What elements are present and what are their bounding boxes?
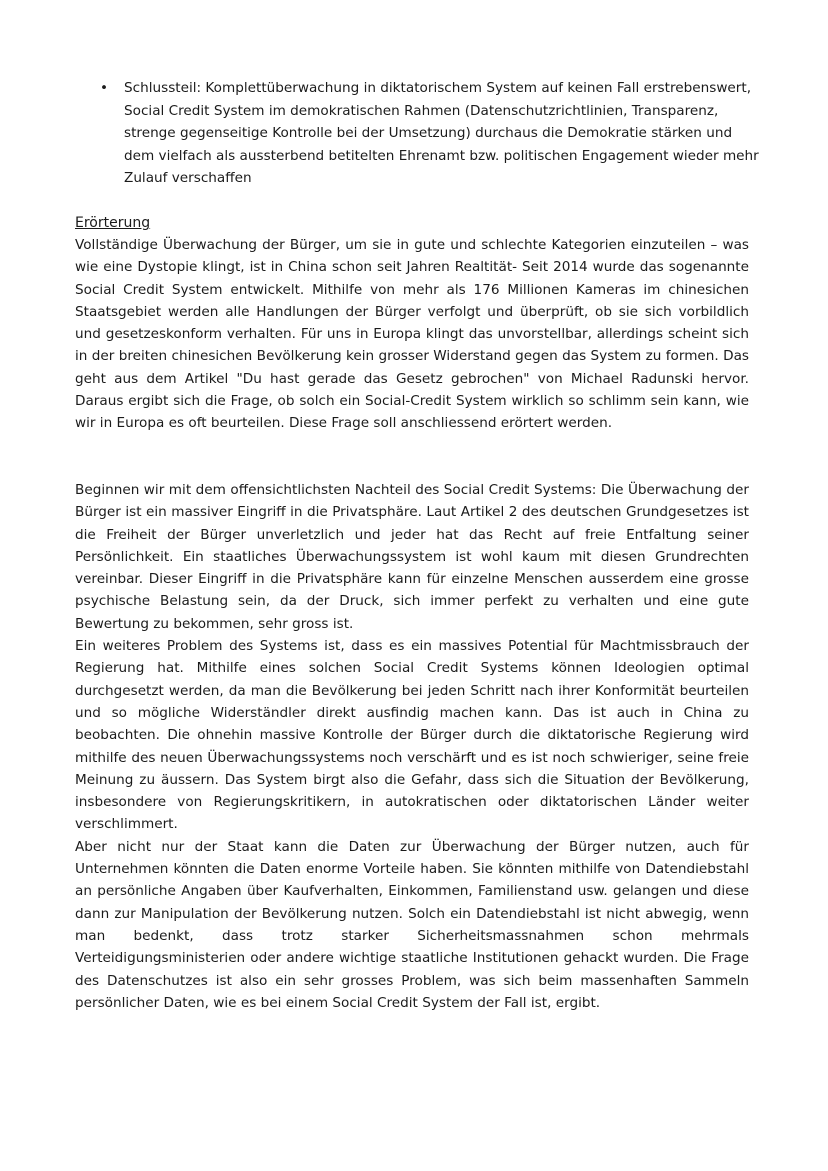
bullet-marker: • bbox=[100, 80, 109, 96]
paragraph-data-protection: Aber nicht nur der Staat kann die Daten zur Überwachung der Bürger nutzen, auch für Unternehmen könnten die Daten enorme Vorteile haben. Sie könnten mithilfe von Datendiebstahl an persönliche Angaben über Kaufverhalten, Einkommen, Familienstand usw. gelangen und diese dann zur Manipulation der Bevölkerung nutzen. Solch ein Datendiebstahl ist nicht abwegig, wenn man bedenkt, dass trotz starker Sicherheitsmassnahmen schon mehrmals Verteidigungsministerien oder andere wichtige staatliche Institutionen gehackt wurden. Die Frage des Datenschutzes ist also ein sehr grosses Problem, was sich beim massenhaften Sammeln persönlicher Daten, wie es bei einem Social Credit System der Fall ist, ergibt. bbox=[75, 838, 749, 1011]
intro-paragraph: Vollständige Überwachung der Bürger, um sie in gute und schlechte Kategorien einzuteilen – was wie eine Dystopie klingt, ist in China schon seit Jahren Realtität- Seit 2014 wurde das sogenannte Social Credit System entwickelt. Mithilfe von mehr als 176 Millionen Kameras im chinesichen Staatsgebiet werden alle Handlungen der Bürger verfolgt und überprüft, ob sie sich vorbildlich und gesetzeskonform verhalten. Für uns in Europa klingt das unvorstellbar, allerdings scheint sich in der breiten chinesichen Bevölkerung kein grosser Widerstand gegen das System zu formen. Das geht aus dem Artikel "Du hast gerade das Gesetz gebrochen" von Michael Radunski hervor. Daraus ergibt sich die Frage, ob solch ein Social-Credit System wirklich so schlimm sein kann, wie wir in Europa es oft beurteilen. Diese Frage soll anschliessend erörtert werden. bbox=[75, 237, 749, 432]
body-section bbox=[75, 479, 749, 1014]
paragraph-power-abuse: Ein weiteres Problem des Systems ist, dass es ein massives Potential für Machtmissbrauch der Regierung hat. Mithilfe eines solchen Social Credit Systems können Ideologien optimal durchgesetzt werden, da man die Bevölkerung bei jeden Schritt nach ihrer Konformität beurteilen und so mögliche Widerständler direkt ausfindig machen kann. Das ist auch in China zu beobachten. Die ohnehin massive Kontrolle der Bürger durch die diktatorische Regierung wird mithilfe des neuen Überwachungssystems noch verschärft und es ist noch schwieriger, seine freie Meinung zu äussern. Das System birgt also die Gefahr, dass sich die Situation der Bevölkerung, insbesondere von Regierungskritikern, in autokratischen oder diktatorischen Länder weiter verschlimmert. bbox=[75, 638, 749, 833]
section-heading: Erörterung bbox=[75, 215, 151, 231]
summary-bullet bbox=[100, 77, 760, 190]
paragraph-surveillance: Beginnen wir mit dem offensichtlichsten Nachteil des Social Credit Systems: Die Überwachung der Bürger ist ein massiver Eingriff in die Privatsphäre. Laut Artikel 2 des deutschen Grundgesetzes ist die Freiheit der Bürger unverletzlich und jeder hat das Recht auf freie Entfaltung seiner Persönlichkeit. Ein staatliches Überwachungssystem ist wohl kaum mit diesen Grundrechten vereinbar. Dieser Eingriff in die Privatsphäre kann für einzelne Menschen ausserdem eine grosse psychische Belastung sein, da der Druck, sich immer perfekt zu verhalten und eine gute Bewertung zu bekommen, sehr gross ist. bbox=[75, 482, 749, 632]
bullet-text: Schlussteil: Komplettüberwachung in diktatorischem System auf keinen Fall erstrebenswert, Social Credit System im demokratischen Rahmen (Datenschutzrichtlinien, Transparenz, strenge gegenseitige Kontrolle bei der Umsetzung) durchaus die Demokratie stärken und dem vielfach als aussterbend betitelten Ehrenamt bzw. politischen Engagement wieder mehr Zulauf verschaffen bbox=[124, 80, 759, 186]
